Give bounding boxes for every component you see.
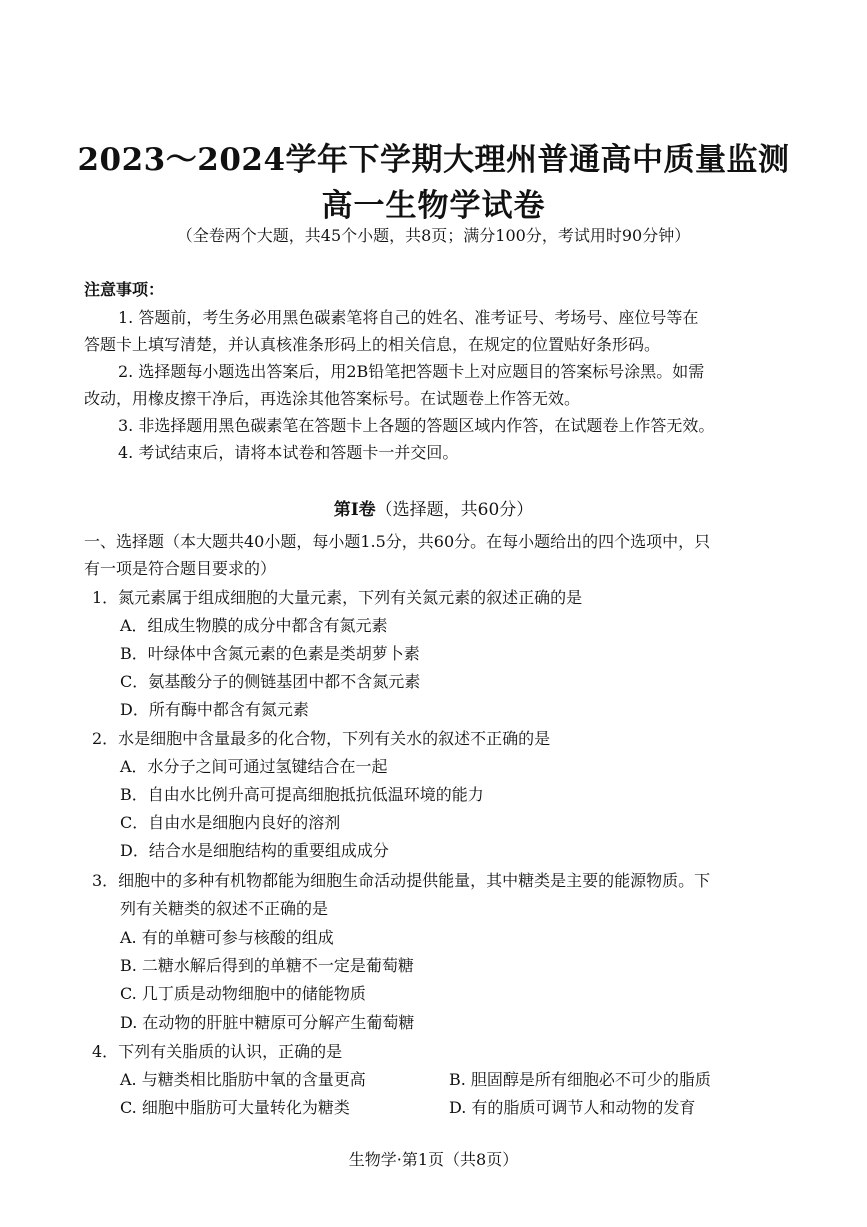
option: C. 细胞中脂肪可大量转化为糖类 — [120, 1098, 350, 1117]
option: C. 几丁质是动物细胞中的储能物质 — [120, 984, 366, 1003]
option: D. 有的脂质可调节人和动物的发育 — [449, 1098, 696, 1117]
option: A．组成生物膜的成分中都含有氮元素 — [120, 616, 388, 635]
question-stem: 1．氮元素属于组成细胞的大量元素，下列有关氮元素的叙述正确的是 — [92, 588, 583, 607]
exam-subject-title: 高一生物学试卷 — [321, 188, 546, 224]
section-title-part: 第Ⅰ卷 — [333, 500, 376, 520]
question-stem: 列有关糖类的叙述不正确的是 — [120, 899, 329, 918]
note-line: 4. 考试结束后，请将本试卷和答题卡一并交回。 — [118, 443, 459, 462]
option: D．结合水是细胞结构的重要组成成分 — [120, 841, 389, 860]
page-footer: 生物学·第1页（共8页） — [348, 1150, 519, 1169]
question-stem: 2．水是细胞中含量最多的化合物，下列有关水的叙述不正确的是 — [92, 729, 551, 748]
option: C．氨基酸分子的侧链基团中都不含氮元素 — [120, 672, 421, 691]
note-line: 答题卡上填写清楚，并认真核准条形码上的相关信息，在规定的位置贴好条形码。 — [84, 335, 661, 354]
option: B．叶绿体中含氮元素的色素是类胡萝卜素 — [120, 644, 420, 663]
option: B．自由水比例升高可提高细胞抵抗低温环境的能力 — [120, 785, 484, 804]
question-stem: 4．下列有关脂质的认识，正确的是 — [92, 1042, 343, 1061]
option: A．水分子之间可通过氢键结合在一起 — [120, 757, 388, 776]
note-line: 改动，用橡皮擦干净后，再选涂其他答案标号。在试题卷上作答无效。 — [84, 389, 581, 408]
section-intro: 一、选择题（本大题共40小题，每小题1.5分，共60分。在每小题给出的四个选项中，只 — [84, 532, 711, 551]
notes-heading: 注意事项： — [84, 280, 165, 299]
option: D．所有酶中都含有氮元素 — [120, 700, 309, 719]
section-title-detail: （选择题，共60分） — [375, 500, 534, 520]
option: A. 有的单糖可参与核酸的组成 — [120, 928, 334, 947]
question-stem: 3．细胞中的多种有机物都能为细胞生命活动提供能量，其中糖类是主要的能源物质。下 — [92, 871, 711, 890]
note-line: 2. 选择题每小题选出答案后，用2B铅笔把答题卡上对应题目的答案标号涂黑。如需 — [118, 362, 705, 381]
exam-info: （全卷两个大题，共45个小题，共8页；满分100分，考试用时90分钟） — [176, 226, 691, 245]
option: A. 与糖类相比脂肪中氧的含量更高 — [120, 1070, 366, 1089]
section-title — [0, 495, 867, 520]
note-line: 3. 非选择题用黑色碳素笔在答题卡上各题的答题区域内作答，在试题卷上作答无效。 — [118, 416, 715, 435]
option: D. 在动物的肝脏中糖原可分解产生葡萄糖 — [120, 1013, 415, 1032]
option: B. 二糖水解后得到的单糖不一定是葡萄糖 — [120, 956, 414, 975]
section-intro: 有一项是符合题目要求的） — [84, 559, 277, 578]
option: B. 胆固醇是所有细胞必不可少的脂质 — [449, 1070, 711, 1089]
exam-title: 2023～2024学年下学期大理州普通高中质量监测 — [77, 142, 790, 178]
option: C．自由水是细胞内良好的溶剂 — [120, 813, 341, 832]
note-line: 1. 答题前，考生务必用黑色碳素笔将自己的姓名、准考证号、考场号、座位号等在 — [118, 308, 699, 327]
